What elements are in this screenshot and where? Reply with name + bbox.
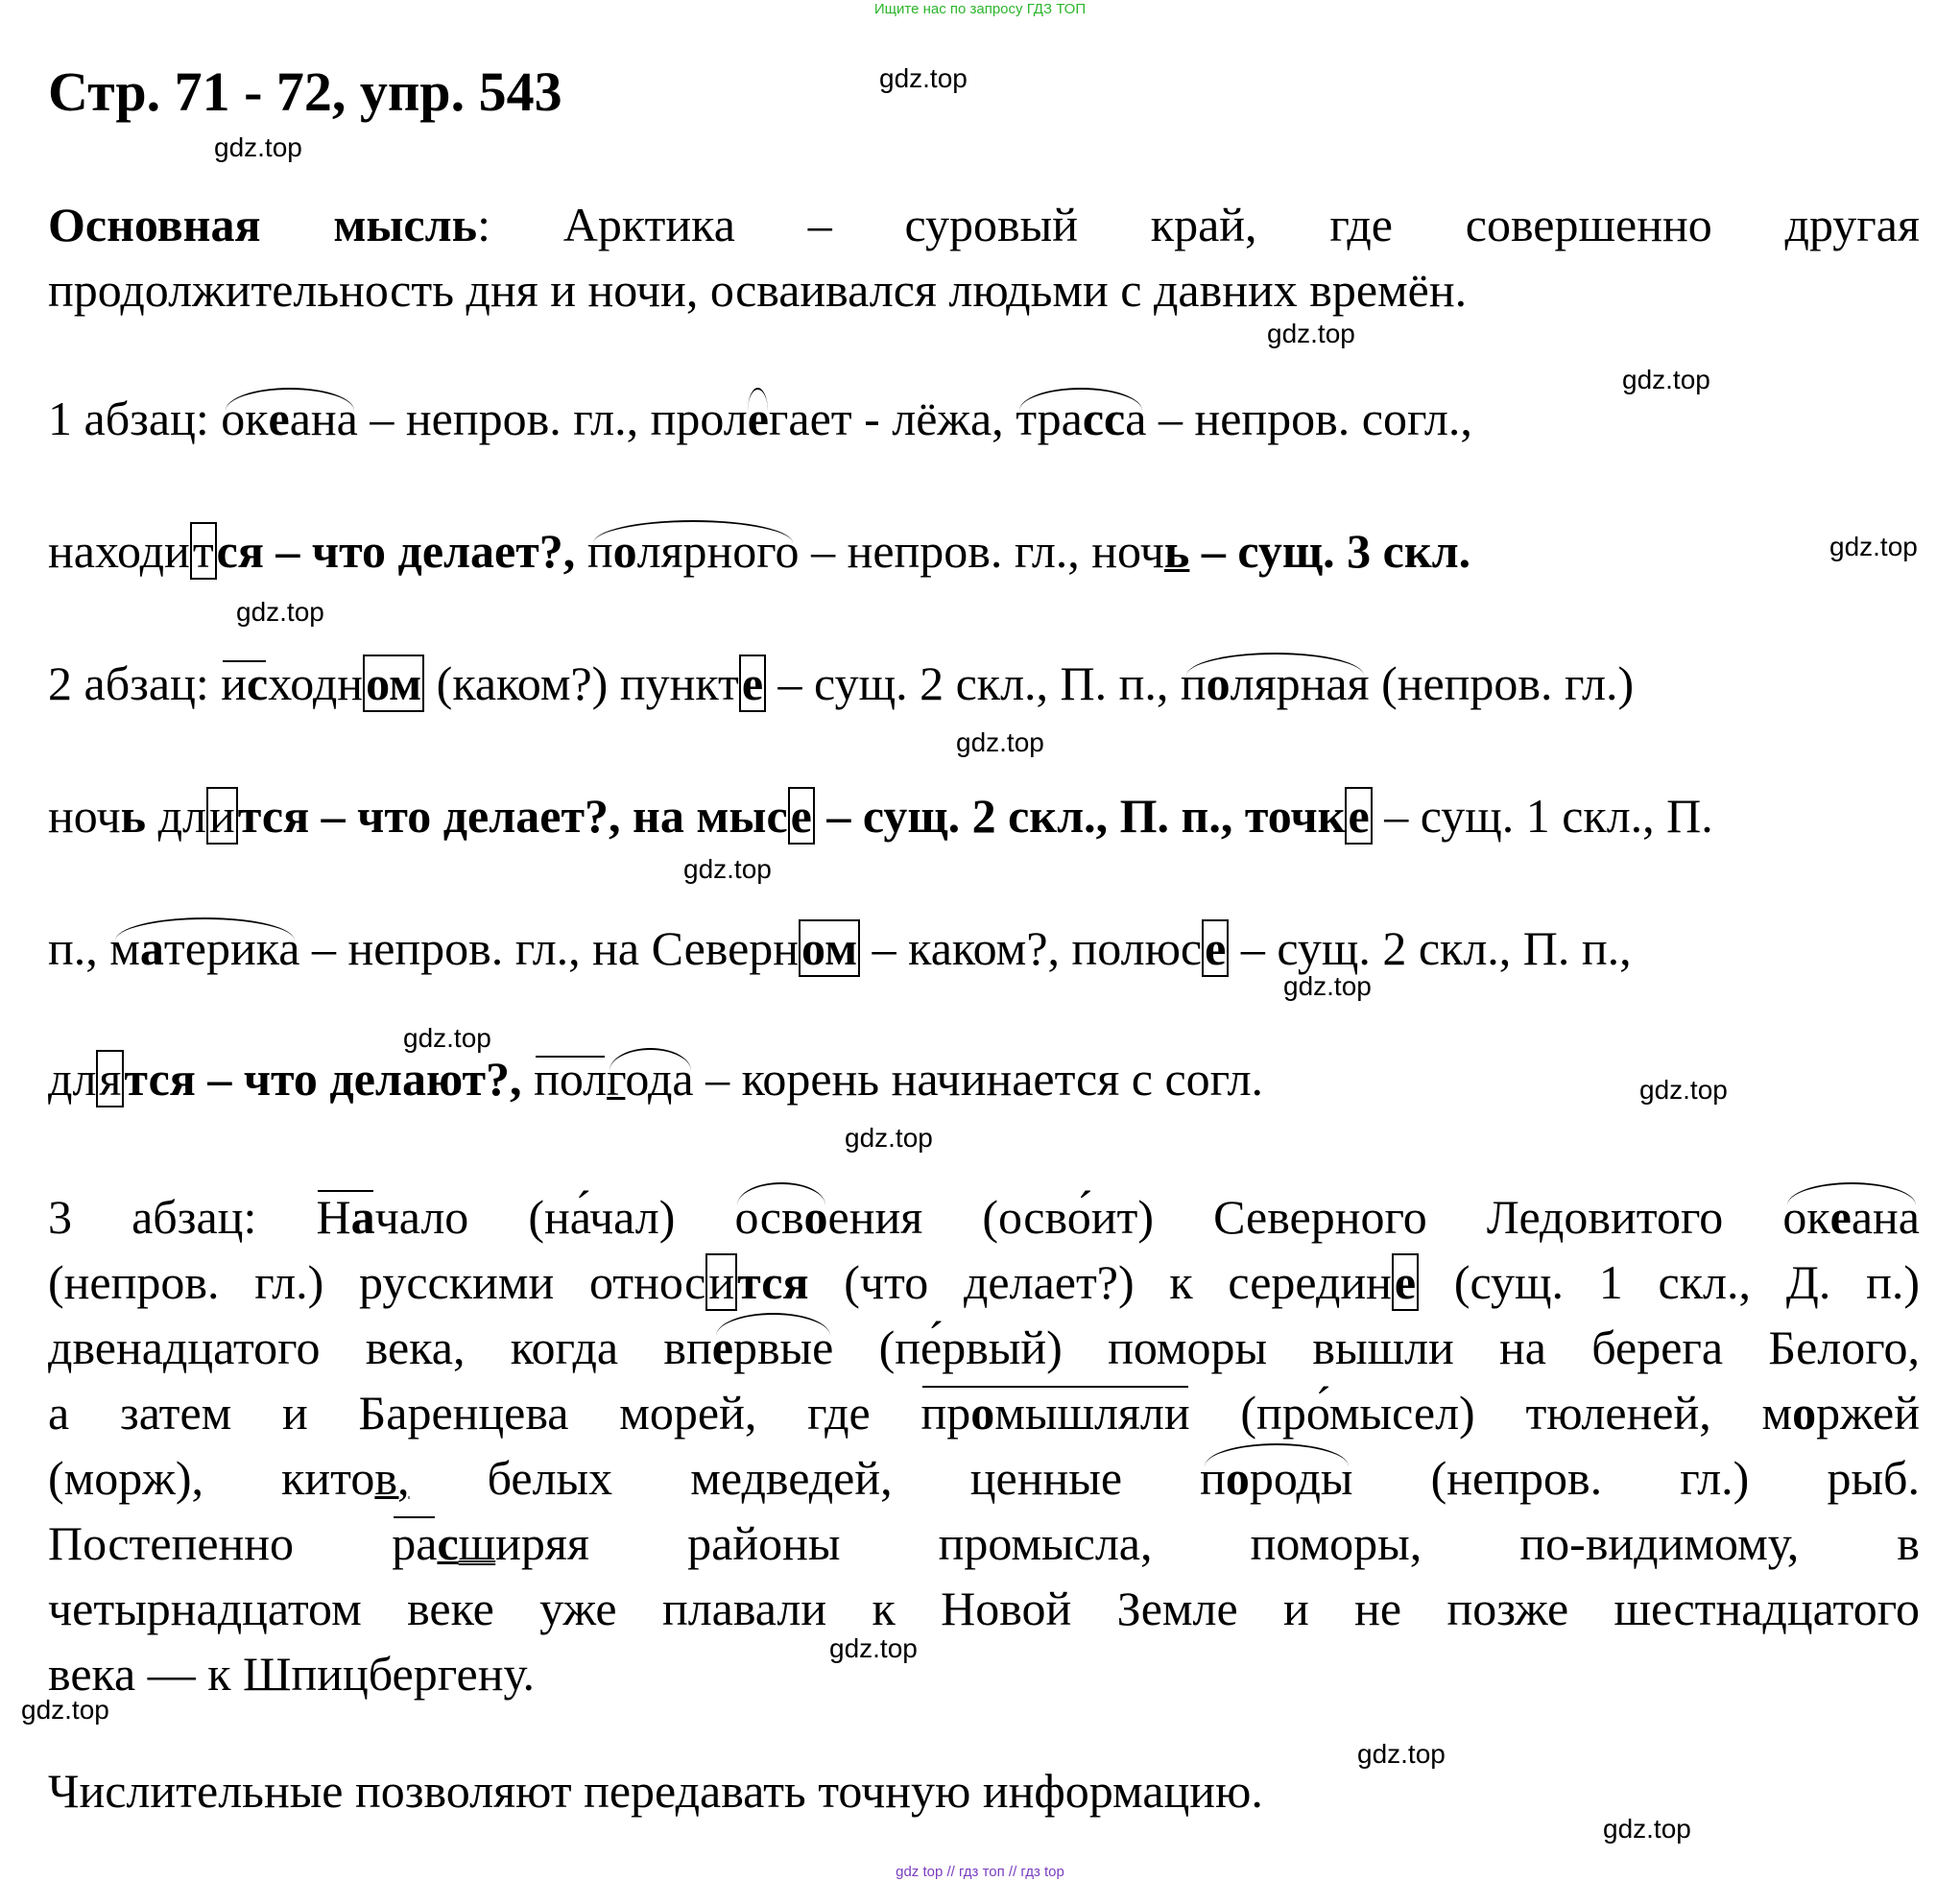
main-idea-label: Основная мысль	[48, 198, 478, 251]
p3-line-2: (непров. гл.) русскими относится (что делает?) к середине (сущ. 1 скл., Д. п.)	[48, 1255, 1920, 1309]
watermark: gdz.top	[1639, 1075, 1728, 1105]
ending-box: е	[1202, 919, 1229, 977]
watermark: gdz.top	[879, 63, 968, 93]
watermark: gdz.top	[1622, 365, 1710, 394]
watermark: gdz.top	[683, 854, 772, 884]
conclusion: Числительные позволяют передавать точную информацию.	[48, 1764, 1263, 1818]
watermark: gdz.top	[214, 132, 302, 162]
word-okeana: океана	[221, 392, 358, 445]
watermark: gdz.top	[236, 597, 324, 627]
ending-box: ом	[799, 919, 860, 977]
word-prolegaet: е	[747, 392, 769, 445]
ending-box: е	[739, 655, 766, 712]
ending-box: е	[1392, 1253, 1419, 1311]
watermark: gdz.top	[1357, 1739, 1446, 1769]
watermark: gdz.top	[956, 727, 1044, 757]
p2-line-4: длятся – что делают?, полгода – корень начинается с согл.	[48, 1052, 1264, 1106]
word-polgoda: пол	[534, 1052, 608, 1106]
p2-line-1: 2 абзац: исходном (каком?) пункте – сущ. 2 скл., П. п., полярная (непров. гл.)	[48, 656, 1635, 710]
watermark: gdz.top	[1829, 532, 1918, 561]
main-idea-line-1: Основная мысль: Арктика – суровый край, где совершенно другая	[48, 198, 1920, 251]
ending-box: т	[190, 522, 217, 580]
watermark: gdz.top	[1267, 319, 1355, 348]
p3-line-5: (морж), китов, белых медведей, ценные породы (непров. гл.) рыб.	[48, 1445, 1920, 1511]
watermark: gdz.top	[829, 1633, 918, 1663]
main-idea-line-2: продолжительность дня и ночи, осваивался людьми с давних времён.	[48, 263, 1468, 317]
p3-line-8: века — к Шпицбергену.	[48, 1647, 536, 1701]
p3-line-4: а затем и Баренцева морей, где промышляли (про́мысел) тюленей, моржей	[48, 1380, 1920, 1445]
word-iskhodnom: ис	[221, 656, 269, 710]
ending-box: я	[96, 1050, 124, 1107]
ending-box: е	[788, 787, 815, 845]
p2-line-2: ночь длится – что делает?, на мысе – сущ. 2 скл., П. п., точке – сущ. 1 скл., П.	[48, 789, 1713, 843]
word-polyarnogo: полярного	[586, 524, 800, 578]
word-materika: материка	[109, 921, 300, 975]
word-polyarnaya: полярная	[1180, 656, 1370, 710]
p3-line-6: Постепенно расширяя районы промысла, поморы, по-видимому, в	[48, 1511, 1920, 1576]
p1-line-1: 1 абзац: океана – непров. гл., пролегает - лёжа, трасса – непров. согл.,	[48, 392, 1472, 445]
watermark: gdz.top	[845, 1123, 933, 1153]
page-title: Стр. 71 - 72, упр. 543	[48, 60, 562, 123]
watermark: gdz.top	[1603, 1814, 1691, 1844]
word-trassa: трасса	[1016, 392, 1147, 445]
p3-line-7: четырнадцатом веке уже плавали к Новой Земле и не позже шестнадцатого	[48, 1582, 1920, 1635]
ending-box: и	[206, 787, 238, 845]
bottom-note: gdz top // гдз топ // гдз top	[896, 1864, 1064, 1880]
ending-box: е	[1345, 787, 1372, 845]
p3-line-3: двенадцатого века, когда впервые (пе́рвый) поморы вышли на берега Белого,	[48, 1315, 1920, 1380]
word-polgoda-root: года	[607, 1052, 694, 1106]
p1-line-2: находится – что делает?, полярного – непров. гл., ночь – сущ. 3 скл.	[48, 524, 1471, 578]
ending-box: ом	[363, 655, 424, 712]
ending-box: и	[705, 1253, 737, 1311]
top-note: Ищите нас по запросу ГДЗ ТОП	[873, 1, 1087, 17]
p2-line-3: п., материка – непров. гл., на Северном – каком?, полюсе – сущ. 2 скл., П. п.,	[48, 921, 1632, 975]
watermark: gdz.top	[1283, 971, 1372, 1001]
p3-line-1: 3 абзац: Начало (на́чал) освоения (осво́ит) Северного Ледовитого океана	[48, 1184, 1920, 1250]
watermark: gdz.top	[21, 1695, 109, 1725]
watermark: gdz.top	[403, 1023, 491, 1053]
